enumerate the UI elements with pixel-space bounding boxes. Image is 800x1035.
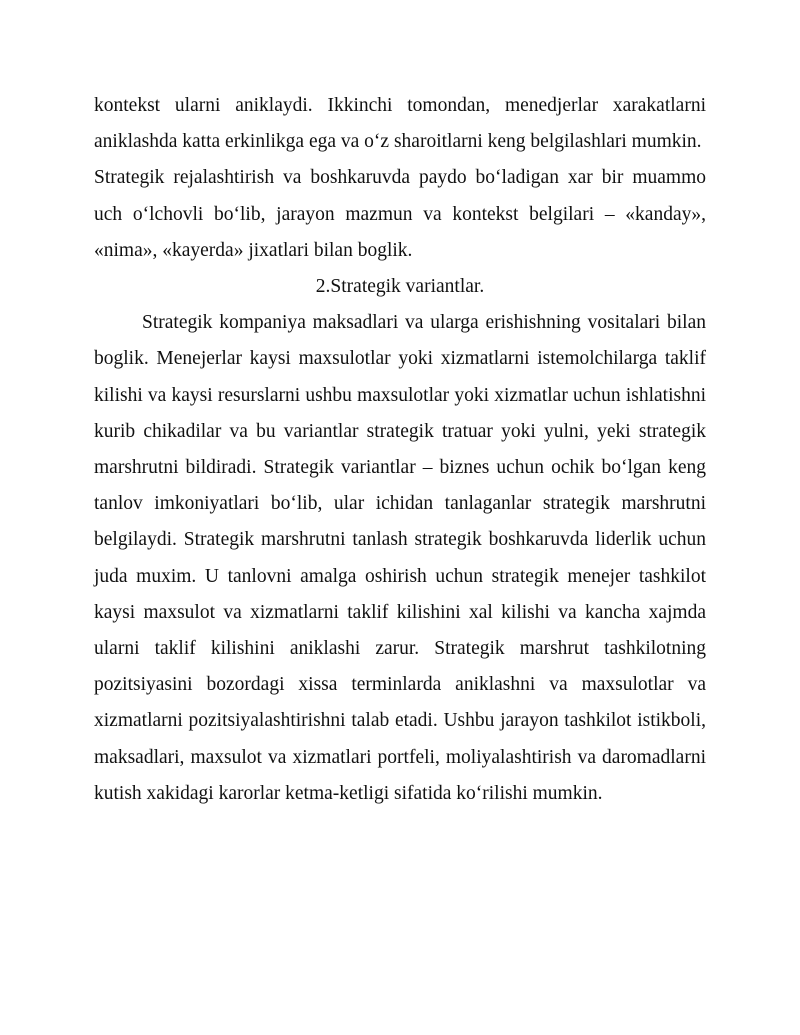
document-page xyxy=(94,88,706,812)
paragraph-strategic-variants: Strategik kompaniya maksadlari va ularga erishishning vositalari bilan boglik. Menejerlar kaysi maxsulotlar yoki xizmatlarni istemolchilarga taklif kilishi va kaysi resurslarni ushbu maxsulotlar yoki xizmatlar uchun ishlatishni kurib chikadilar va bu variantlar strategik tratuar yoki yulni, yeki strategik marshrutni bildiradi. Strategik variantlar – biznes uchun ochik bo‘lgan keng tanlov imkoniyatlari bo‘lib, ular ichidan tanlaganlar strategik marshrutni belgilaydi. Strategik marshrutni tanlash strategik boshkaruvda liderlik uchun juda muxim. U tanlovni amalga oshirish uchun strategik menejer tashkilot kaysi maxsulot va xizmatlarni taklif kilishini xal kilishi va kancha xajmda ularni taklif kilishini aniklashi zarur. Strategik marshrut tashkilotning pozitsiyasini bozordagi xissa terminlarda aniklashni va maxsulotlar va xizmatlarni pozitsiyalashtirishni talab etadi. Ushbu jarayon tashkilot istikboli, maksadlari, maxsulot va xizmatlari portfeli, moliyalashtirish va daromadlarni kutish xakidagi karorlar ketma-ketligi sifatida ko‘rilishi mumkin. xyxy=(94,312,706,804)
paragraph-strategic-planning: Strategik rejalashtirish va boshkaruvda paydo bo‘ladigan xar bir muammo uch o‘lchovli bo‘lib, jarayon mazmun va kontekst belgilari – «kanday», «nima», «kayerda» jixatlari bilan boglik. xyxy=(94,167,706,261)
section-heading: 2.Strategik variantlar. xyxy=(315,276,485,298)
paragraph-context: kontekst ularni aniklaydi. Ikkinchi tomondan, menedjerlar xarakatlarni aniklashda katta erkinlikga ega va o‘z sharoitlarni keng belgilashlari mumkin. xyxy=(94,95,706,153)
